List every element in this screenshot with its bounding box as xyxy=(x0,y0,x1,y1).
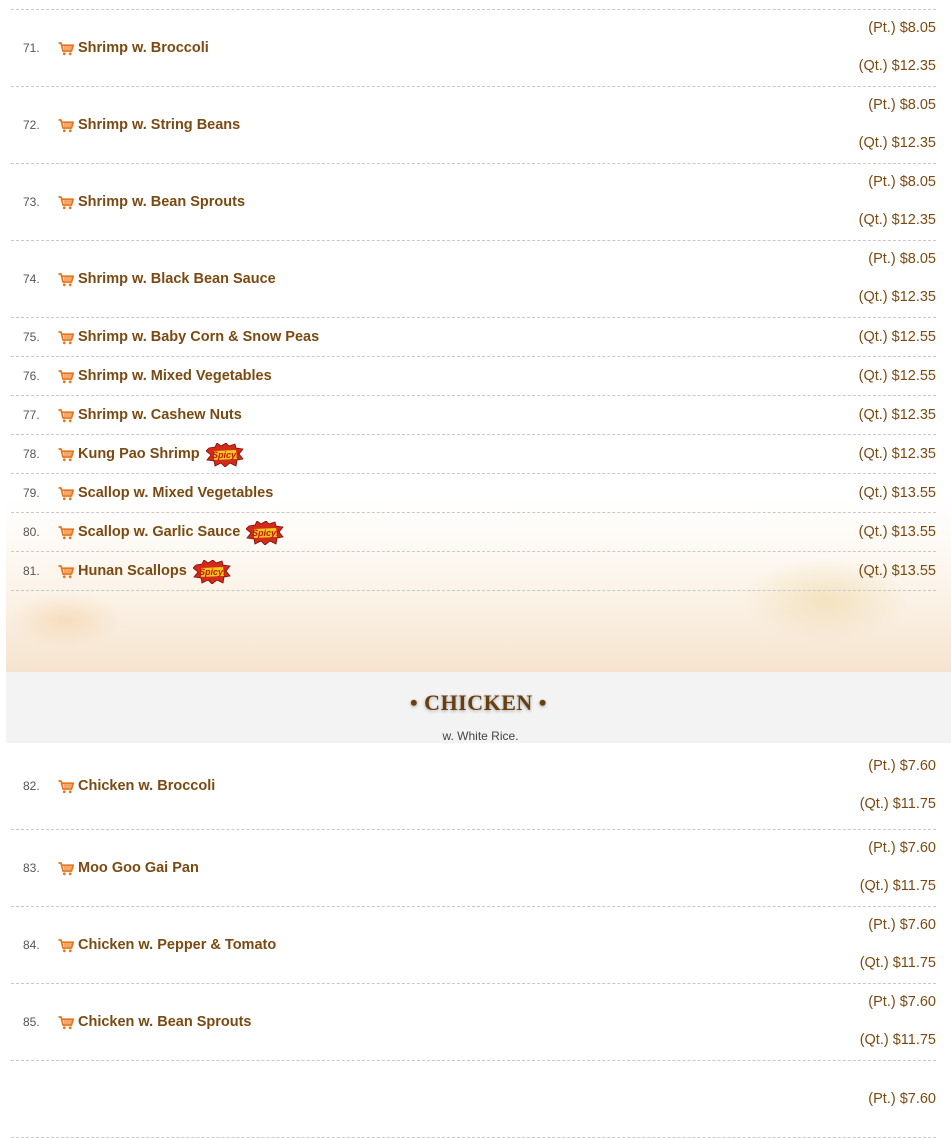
shrimp-section xyxy=(6,0,951,673)
item-number: 72. xyxy=(23,118,40,132)
shopping-cart-icon[interactable] xyxy=(58,409,74,423)
shopping-cart-icon[interactable] xyxy=(58,273,74,287)
menu-item-row[interactable] xyxy=(11,164,936,241)
item-number: 78. xyxy=(23,447,40,461)
svg-text:Spicy!: Spicy! xyxy=(198,567,227,578)
menu-item-row[interactable] xyxy=(11,318,936,357)
price-pint: (Pt.) $7.60 xyxy=(868,917,936,933)
price-quart: (Qt.) $12.35 xyxy=(858,58,936,74)
item-number: 75. xyxy=(23,330,40,344)
price-pint: (Pt.) $7.60 xyxy=(868,994,936,1010)
shopping-cart-icon[interactable] xyxy=(58,862,74,876)
item-number: 84. xyxy=(23,938,40,952)
item-number: 73. xyxy=(23,195,40,209)
item-number: 85. xyxy=(23,1015,40,1029)
price-quart: (Qt.) $12.35 xyxy=(858,289,936,305)
price-quart: (Qt.) $13.55 xyxy=(858,563,936,579)
spicy-badge-icon xyxy=(206,443,244,467)
item-number: 81. xyxy=(23,564,40,578)
price-pint: (Pt.) $7.60 xyxy=(868,1091,936,1107)
price-pint: (Pt.) $8.05 xyxy=(868,174,936,190)
item-number: 74. xyxy=(23,272,40,286)
menu-item-row[interactable] xyxy=(11,984,936,1061)
price-quart: (Qt.) $12.35 xyxy=(858,135,936,151)
price-quart: (Qt.) $12.55 xyxy=(858,329,936,345)
spicy-badge-icon xyxy=(193,560,231,584)
shopping-cart-icon[interactable] xyxy=(58,370,74,384)
menu-item-row[interactable] xyxy=(11,1061,936,1138)
item-name[interactable]: Hunan Scallops xyxy=(78,563,187,579)
item-number: 83. xyxy=(23,861,40,875)
shopping-cart-icon[interactable] xyxy=(58,42,74,56)
item-name[interactable]: Scallop w. Mixed Vegetables xyxy=(78,485,274,501)
item-number: 79. xyxy=(23,486,40,500)
price-quart: (Qt.) $13.55 xyxy=(858,524,936,540)
section-title: • CHICKEN • xyxy=(409,690,548,715)
menu-item-row[interactable] xyxy=(11,743,936,830)
price-pint: (Pt.) $7.60 xyxy=(868,758,936,774)
menu-item-row[interactable] xyxy=(11,435,936,474)
chicken-section-header xyxy=(6,672,951,743)
price-pint: (Pt.) $7.60 xyxy=(868,840,936,856)
chicken-section xyxy=(6,743,951,1107)
price-quart: (Qt.) $12.35 xyxy=(858,212,936,228)
section-subtitle: w. White Rice. xyxy=(442,729,519,743)
shopping-cart-icon[interactable] xyxy=(58,331,74,345)
menu-item-row[interactable] xyxy=(11,357,936,396)
shopping-cart-icon[interactable] xyxy=(58,780,74,794)
divider xyxy=(11,9,936,10)
menu-item-row[interactable] xyxy=(11,513,936,552)
item-name[interactable]: Chicken w. Bean Sprouts xyxy=(78,1014,252,1030)
item-name[interactable]: Moo Goo Gai Pan xyxy=(78,860,199,876)
price-quart: (Qt.) $11.75 xyxy=(859,796,936,812)
shopping-cart-icon[interactable] xyxy=(58,526,74,540)
price-quart: (Qt.) $11.75 xyxy=(859,1032,936,1048)
price-pint: (Pt.) $8.05 xyxy=(868,97,936,113)
shopping-cart-icon[interactable] xyxy=(58,448,74,462)
item-number: 76. xyxy=(23,369,40,383)
price-quart: (Qt.) $12.35 xyxy=(858,407,936,423)
shopping-cart-icon[interactable] xyxy=(58,565,74,579)
menu-item-row[interactable] xyxy=(11,907,936,984)
item-name[interactable]: Shrimp w. Black Bean Sauce xyxy=(78,271,276,287)
menu-item-row[interactable] xyxy=(11,552,936,591)
price-quart: (Qt.) $12.35 xyxy=(858,446,936,462)
shopping-cart-icon[interactable] xyxy=(58,1016,74,1030)
shopping-cart-icon[interactable] xyxy=(58,487,74,501)
item-name[interactable]: Shrimp w. String Beans xyxy=(78,117,241,133)
price-pint: (Pt.) $8.05 xyxy=(868,251,936,267)
item-number: 77. xyxy=(23,408,40,422)
shopping-cart-icon[interactable] xyxy=(58,939,74,953)
item-name[interactable]: Shrimp w. Broccoli xyxy=(78,40,209,56)
menu-item-row[interactable] xyxy=(11,10,936,87)
item-name[interactable]: Kung Pao Shrimp xyxy=(78,446,200,462)
shopping-cart-icon[interactable] xyxy=(58,119,74,133)
item-number: 80. xyxy=(23,525,40,539)
price-quart: (Qt.) $13.55 xyxy=(858,485,936,501)
item-name[interactable]: Chicken w. Pepper & Tomato xyxy=(78,937,277,953)
item-name[interactable]: Chicken w. Broccoli xyxy=(78,778,216,794)
item-name[interactable]: Shrimp w. Bean Sprouts xyxy=(78,194,246,210)
price-quart: (Qt.) $11.75 xyxy=(859,955,936,971)
menu-item-row[interactable] xyxy=(11,241,936,318)
item-name[interactable]: Shrimp w. Baby Corn & Snow Peas xyxy=(78,329,320,345)
menu-item-row[interactable] xyxy=(11,474,936,513)
menu-item-row[interactable] xyxy=(11,87,936,164)
item-name[interactable]: Shrimp w. Cashew Nuts xyxy=(78,407,242,423)
item-name[interactable]: Shrimp w. Mixed Vegetables xyxy=(78,368,272,384)
shopping-cart-icon[interactable] xyxy=(58,196,74,210)
menu-item-row[interactable] xyxy=(11,830,936,907)
menu-item-row[interactable] xyxy=(11,396,936,435)
svg-text:Spicy!: Spicy! xyxy=(251,528,280,539)
price-quart: (Qt.) $11.75 xyxy=(859,878,936,894)
item-number: 82. xyxy=(23,779,40,793)
price-pint: (Pt.) $8.05 xyxy=(868,20,936,36)
item-name[interactable]: Scallop w. Garlic Sauce xyxy=(78,524,241,540)
spicy-badge-icon xyxy=(246,521,284,545)
item-number: 71. xyxy=(23,41,40,55)
price-quart: (Qt.) $12.55 xyxy=(858,368,936,384)
svg-text:Spicy!: Spicy! xyxy=(211,450,240,461)
